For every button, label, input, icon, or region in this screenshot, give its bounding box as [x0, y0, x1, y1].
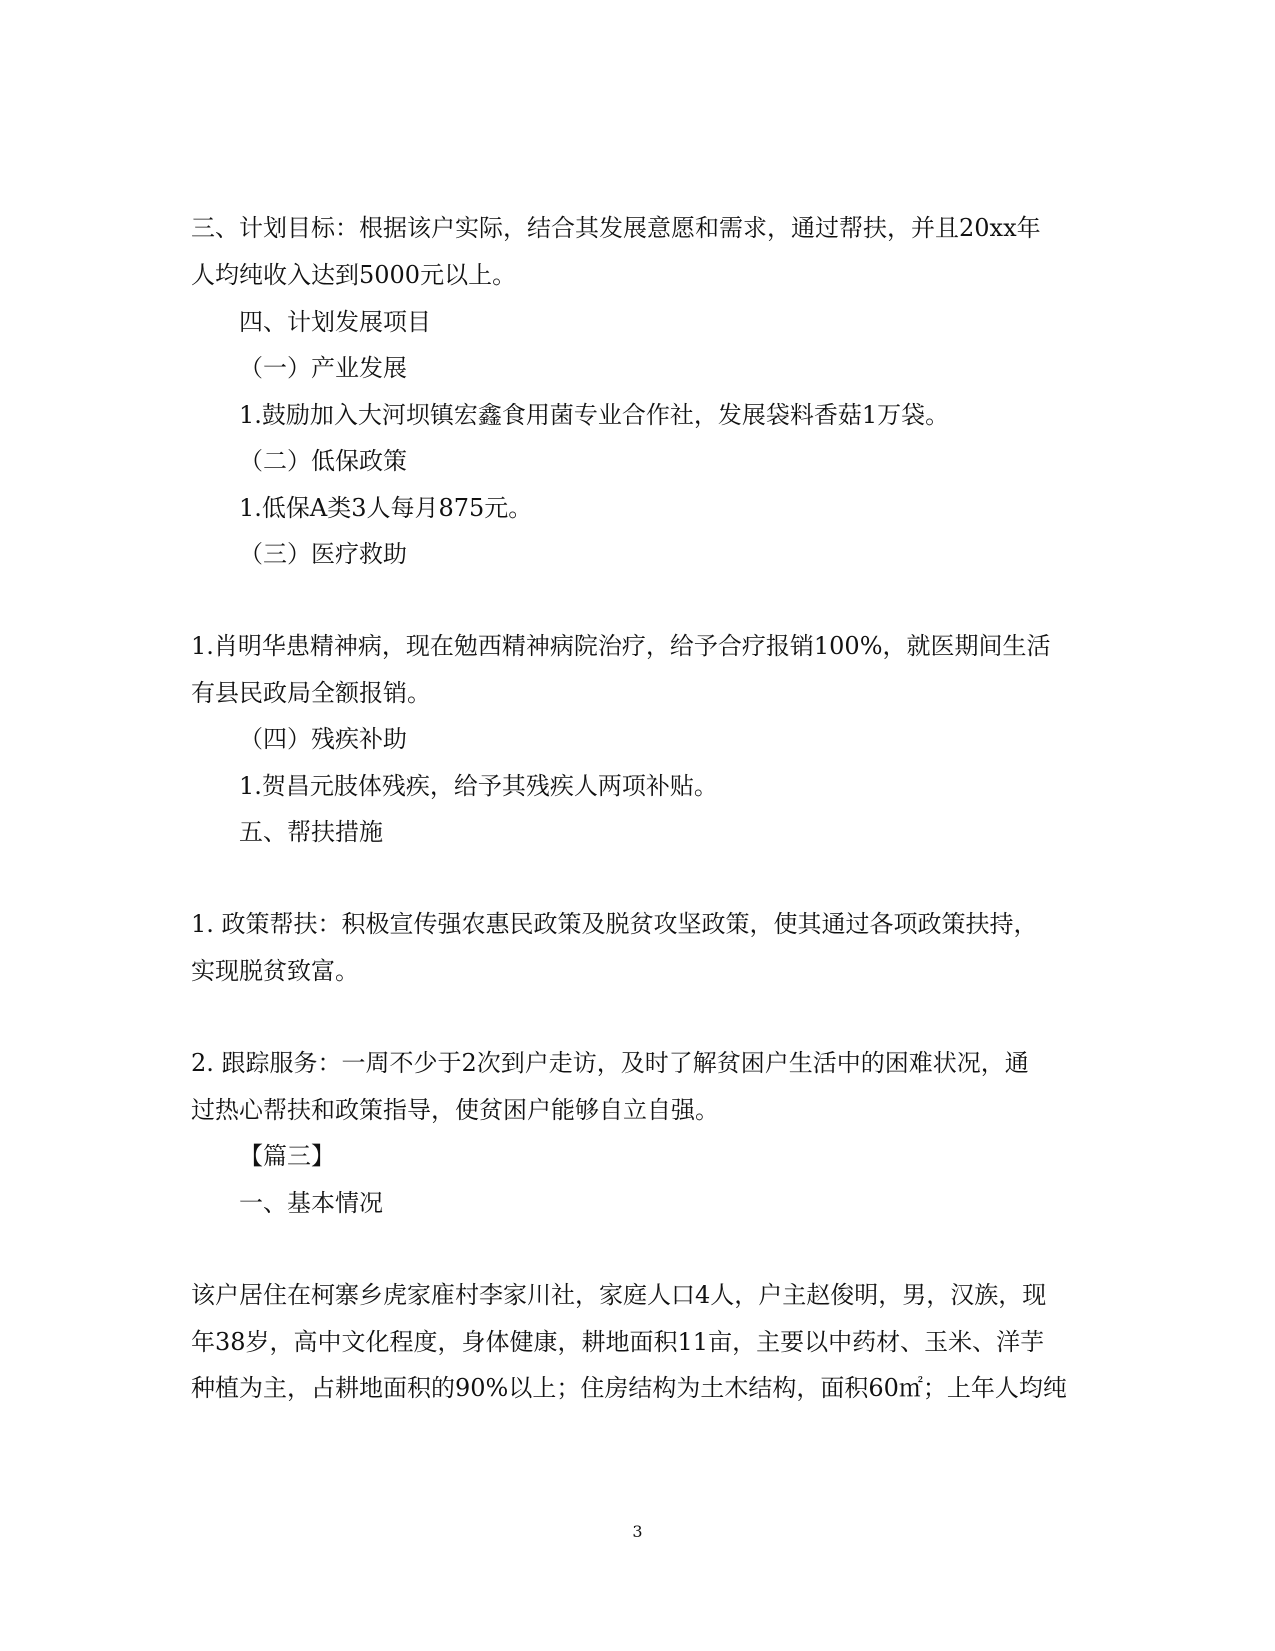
paragraph-line: 1.肖明华患精神病，现在勉西精神病院治疗，给予合疗报销100%，就医期间生活: [191, 632, 1051, 660]
paragraph-line: 2. 跟踪服务：一周不少于2次到户走访，及时了解贫困户生活中的困难状况，通: [191, 1049, 1029, 1077]
paragraph-line: 年38岁，高中文化程度，身体健康，耕地面积11亩，主要以中药材、玉米、洋芋: [191, 1328, 1045, 1356]
chapter-heading: 【篇三】: [239, 1142, 335, 1170]
page-number: 3: [632, 1522, 643, 1541]
list-item: 1.贺昌元肢体残疾，给予其残疾人两项补贴。: [239, 772, 718, 800]
list-item: 1.鼓励加入大河坝镇宏鑫食用菌专业合作社，发展袋料香菇1万袋。: [239, 401, 950, 429]
list-item: 1.低保A类3人每月875元。: [239, 494, 533, 522]
paragraph-line: 种植为主，占耕地面积的90%以上；住房结构为土木结构，面积60㎡；上年人均纯: [191, 1374, 1067, 1402]
paragraph-line: 1. 政策帮扶：积极宣传强农惠民政策及脱贫攻坚政策，使其通过各项政策扶持，: [191, 910, 1038, 938]
section-heading: 五、帮扶措施: [239, 818, 383, 846]
subsection-heading: （四）残疾补助: [239, 725, 407, 753]
paragraph-line: 人均纯收入达到5000元以上。: [191, 261, 517, 289]
paragraph-line: 实现脱贫致富。: [191, 957, 359, 985]
paragraph-line: 有县民政局全额报销。: [191, 679, 431, 707]
subsection-heading: （一）产业发展: [239, 354, 407, 382]
paragraph-line: 三、计划目标：根据该户实际，结合其发展意愿和需求，通过帮扶，并且20xx年: [191, 214, 1041, 242]
subsection-heading: （三）医疗救助: [239, 540, 407, 568]
paragraph-line: 过热心帮扶和政策指导，使贫困户能够自立自强。: [191, 1096, 719, 1124]
paragraph-line: 该户居住在柯寨乡虎家㢈村李家川社，家庭人口4人，户主赵俊明，男，汉族，现: [191, 1281, 1047, 1309]
subsection-heading: （二）低保政策: [239, 447, 407, 475]
section-heading: 四、计划发展项目: [239, 308, 431, 336]
section-heading: 一、基本情况: [239, 1189, 383, 1217]
